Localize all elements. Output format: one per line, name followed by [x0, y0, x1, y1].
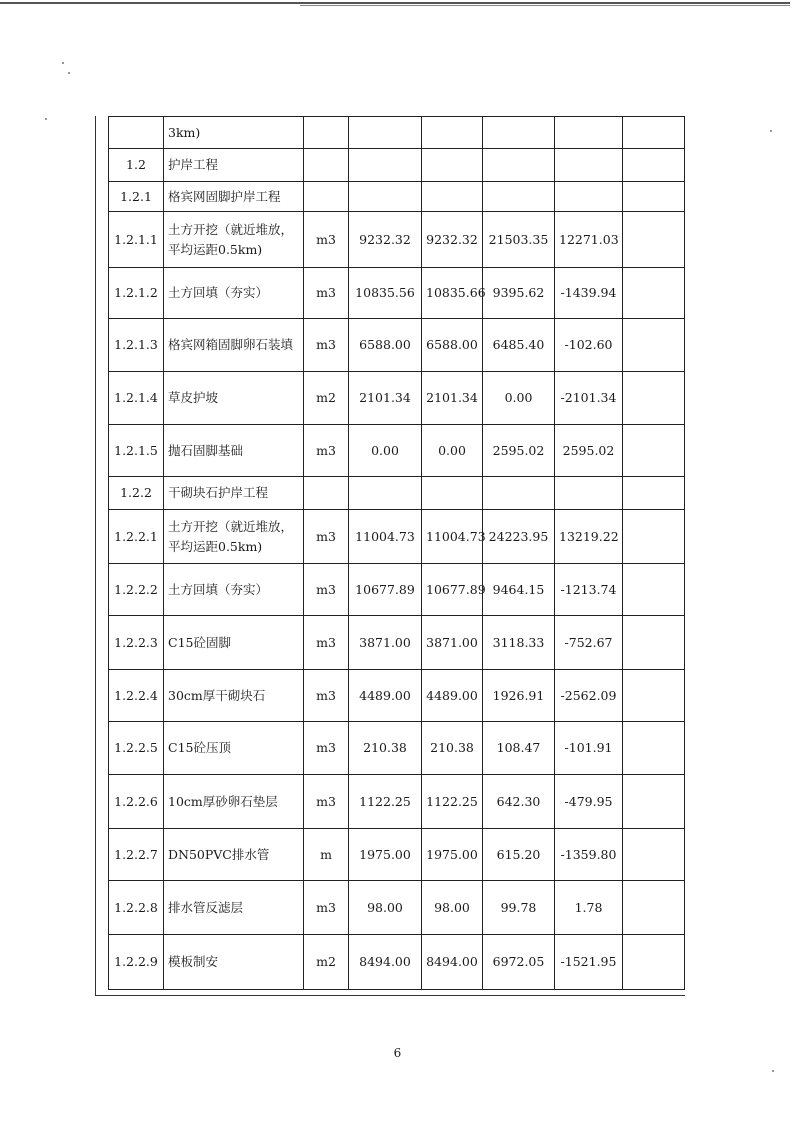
unit-cell: m3 [304, 881, 349, 935]
unit-cell [304, 477, 349, 510]
table-row [109, 722, 685, 775]
table-outer-frame-left [95, 116, 96, 996]
unit-cell: m3 [304, 212, 349, 268]
quantity-design: 3871.00 [349, 616, 422, 670]
page-number: 6 [393, 1046, 402, 1060]
quantity-actual: 9395.62 [483, 268, 555, 319]
top-border-line-secondary [300, 5, 790, 6]
item-name: 模板制安 [164, 935, 304, 990]
quantity-actual: 24223.95 [483, 510, 555, 564]
item-name: 土方回填（夯实） [164, 268, 304, 319]
item-name: 格宾网固脚护岸工程 [164, 182, 304, 212]
table-row [109, 564, 685, 616]
quantity-design: 1122.25 [349, 775, 422, 829]
unit-cell: m3 [304, 722, 349, 775]
quantity-approved: 10677.89 [422, 564, 483, 616]
empty-cell [623, 268, 685, 319]
quantity-design: 6588.00 [349, 319, 422, 372]
item-name: 草皮护坡 [164, 372, 304, 425]
item-name: 排水管反滤层 [164, 881, 304, 935]
empty-cell [623, 425, 685, 477]
item-code: 1.2.2 [109, 477, 164, 510]
quantity-difference: -101.91 [555, 722, 623, 775]
item-code: 1.2.2.1 [109, 510, 164, 564]
item-name: C15砼固脚 [164, 616, 304, 670]
quantity-design: 98.00 [349, 881, 422, 935]
quantity-design [349, 182, 422, 212]
quantity-approved: 6588.00 [422, 319, 483, 372]
quantity-approved: 1122.25 [422, 775, 483, 829]
table-row [109, 372, 685, 425]
empty-cell [623, 117, 685, 149]
item-name: 抛石固脚基础 [164, 425, 304, 477]
quantity-difference [555, 149, 623, 182]
table-row [109, 510, 685, 564]
quantity-design [349, 477, 422, 510]
quantity-actual: 1926.91 [483, 670, 555, 722]
empty-cell [623, 775, 685, 829]
table-row [109, 829, 685, 881]
item-code: 1.2.1 [109, 182, 164, 212]
quantity-difference: 12271.03 [555, 212, 623, 268]
quantity-actual: 6972.05 [483, 935, 555, 990]
item-code: 1.2 [109, 149, 164, 182]
quantity-approved: 1975.00 [422, 829, 483, 881]
quantity-design [349, 149, 422, 182]
quantity-design [349, 117, 422, 149]
quantity-approved: 0.00 [422, 425, 483, 477]
quantity-difference: -1521.95 [555, 935, 623, 990]
item-code: 1.2.2.8 [109, 881, 164, 935]
item-name: 土方开挖（就近堆放，平均运距0.5km) [164, 212, 304, 268]
item-code: 1.2.2.3 [109, 616, 164, 670]
empty-cell [623, 212, 685, 268]
table-row [109, 182, 685, 212]
empty-cell [623, 477, 685, 510]
item-code [109, 117, 164, 149]
item-name: 土方回填（夯实） [164, 564, 304, 616]
empty-cell [623, 564, 685, 616]
unit-cell [304, 117, 349, 149]
unit-cell: m [304, 829, 349, 881]
item-name: 30cm厚干砌块石 [164, 670, 304, 722]
table-row [109, 117, 685, 149]
quantity-difference [555, 182, 623, 212]
unit-cell: m3 [304, 268, 349, 319]
unit-cell: m3 [304, 775, 349, 829]
item-code: 1.2.1.2 [109, 268, 164, 319]
quantity-actual: 615.20 [483, 829, 555, 881]
item-code: 1.2.2.6 [109, 775, 164, 829]
empty-cell [623, 722, 685, 775]
quantity-approved: 8494.00 [422, 935, 483, 990]
quantity-actual: 2595.02 [483, 425, 555, 477]
empty-cell [623, 182, 685, 212]
unit-cell: m3 [304, 564, 349, 616]
unit-cell: m3 [304, 510, 349, 564]
quantity-actual [483, 477, 555, 510]
quantity-approved: 210.38 [422, 722, 483, 775]
quantity-design: 210.38 [349, 722, 422, 775]
quantity-approved: 10835.66 [422, 268, 483, 319]
item-code: 1.2.1.3 [109, 319, 164, 372]
item-code: 1.2.2.9 [109, 935, 164, 990]
quantity-design: 0.00 [349, 425, 422, 477]
empty-cell [623, 372, 685, 425]
table-row [109, 212, 685, 268]
quantity-design: 8494.00 [349, 935, 422, 990]
table-outer-frame-bottom [95, 995, 685, 996]
scan-speck [772, 1070, 774, 1072]
item-name: 护岸工程 [164, 149, 304, 182]
unit-cell [304, 182, 349, 212]
item-name: DN50PVC排水管 [164, 829, 304, 881]
quantity-actual: 21503.35 [483, 212, 555, 268]
quantity-design: 9232.32 [349, 212, 422, 268]
quantity-approved: 11004.73 [422, 510, 483, 564]
quantity-approved [422, 117, 483, 149]
table-row [109, 149, 685, 182]
quantity-difference: -1439.94 [555, 268, 623, 319]
empty-cell [623, 829, 685, 881]
quantity-actual [483, 182, 555, 212]
empty-cell [623, 616, 685, 670]
quantity-table [108, 116, 685, 990]
unit-cell [304, 149, 349, 182]
unit-cell: m2 [304, 935, 349, 990]
quantity-actual: 642.30 [483, 775, 555, 829]
empty-cell [623, 510, 685, 564]
quantity-design: 10677.89 [349, 564, 422, 616]
table-row [109, 319, 685, 372]
item-code: 1.2.2.4 [109, 670, 164, 722]
quantity-difference [555, 117, 623, 149]
unit-cell: m3 [304, 319, 349, 372]
top-border-line [0, 2, 790, 4]
quantity-approved: 4489.00 [422, 670, 483, 722]
quantity-difference: -2101.34 [555, 372, 623, 425]
quantity-difference: 1.78 [555, 881, 623, 935]
quantity-difference: -1213.74 [555, 564, 623, 616]
table-row [109, 935, 685, 990]
item-code: 1.2.2.2 [109, 564, 164, 616]
empty-cell [623, 881, 685, 935]
scan-speck [62, 62, 64, 64]
quantity-actual: 99.78 [483, 881, 555, 935]
table-row [109, 881, 685, 935]
scan-speck [68, 72, 70, 74]
unit-cell: m3 [304, 616, 349, 670]
quantity-difference: -2562.09 [555, 670, 623, 722]
quantity-actual: 6485.40 [483, 319, 555, 372]
quantity-approved: 3871.00 [422, 616, 483, 670]
quantity-design: 10835.56 [349, 268, 422, 319]
quantity-design: 1975.00 [349, 829, 422, 881]
item-code: 1.2.1.5 [109, 425, 164, 477]
table-row [109, 425, 685, 477]
scan-speck [45, 118, 47, 120]
quantity-actual: 108.47 [483, 722, 555, 775]
empty-cell [623, 935, 685, 990]
unit-cell: m3 [304, 425, 349, 477]
table-row [109, 775, 685, 829]
table-row [109, 268, 685, 319]
quantity-design: 11004.73 [349, 510, 422, 564]
item-code: 1.2.1.1 [109, 212, 164, 268]
quantity-difference: -479.95 [555, 775, 623, 829]
quantity-actual [483, 117, 555, 149]
quantity-approved: 9232.32 [422, 212, 483, 268]
item-name: 格宾网箱固脚卵石装填 [164, 319, 304, 372]
quantity-difference [555, 477, 623, 510]
item-name: 干砌块石护岸工程 [164, 477, 304, 510]
quantity-design: 4489.00 [349, 670, 422, 722]
table-row [109, 616, 685, 670]
quantity-actual: 0.00 [483, 372, 555, 425]
item-name: 10cm厚砂卵石垫层 [164, 775, 304, 829]
quantity-approved [422, 149, 483, 182]
item-name: 土方开挖（就近堆放，平均运距0.5km) [164, 510, 304, 564]
quantity-difference: -102.60 [555, 319, 623, 372]
quantity-actual: 9464.15 [483, 564, 555, 616]
quantity-difference: -752.67 [555, 616, 623, 670]
item-name: 3km) [164, 117, 304, 149]
quantity-actual [483, 149, 555, 182]
scan-speck [770, 130, 772, 132]
quantity-design: 2101.34 [349, 372, 422, 425]
item-name: C15砼压顶 [164, 722, 304, 775]
empty-cell [623, 670, 685, 722]
unit-cell: m2 [304, 372, 349, 425]
quantity-difference: 2595.02 [555, 425, 623, 477]
table-row [109, 670, 685, 722]
quantity-approved [422, 477, 483, 510]
quantity-approved: 2101.34 [422, 372, 483, 425]
item-code: 1.2.2.5 [109, 722, 164, 775]
item-code: 1.2.2.7 [109, 829, 164, 881]
unit-cell: m3 [304, 670, 349, 722]
quantity-difference: 13219.22 [555, 510, 623, 564]
quantity-actual: 3118.33 [483, 616, 555, 670]
empty-cell [623, 149, 685, 182]
table-body [109, 117, 685, 990]
table-row [109, 477, 685, 510]
item-code: 1.2.1.4 [109, 372, 164, 425]
quantity-approved: 98.00 [422, 881, 483, 935]
quantity-difference: -1359.80 [555, 829, 623, 881]
quantity-approved [422, 182, 483, 212]
empty-cell [623, 319, 685, 372]
